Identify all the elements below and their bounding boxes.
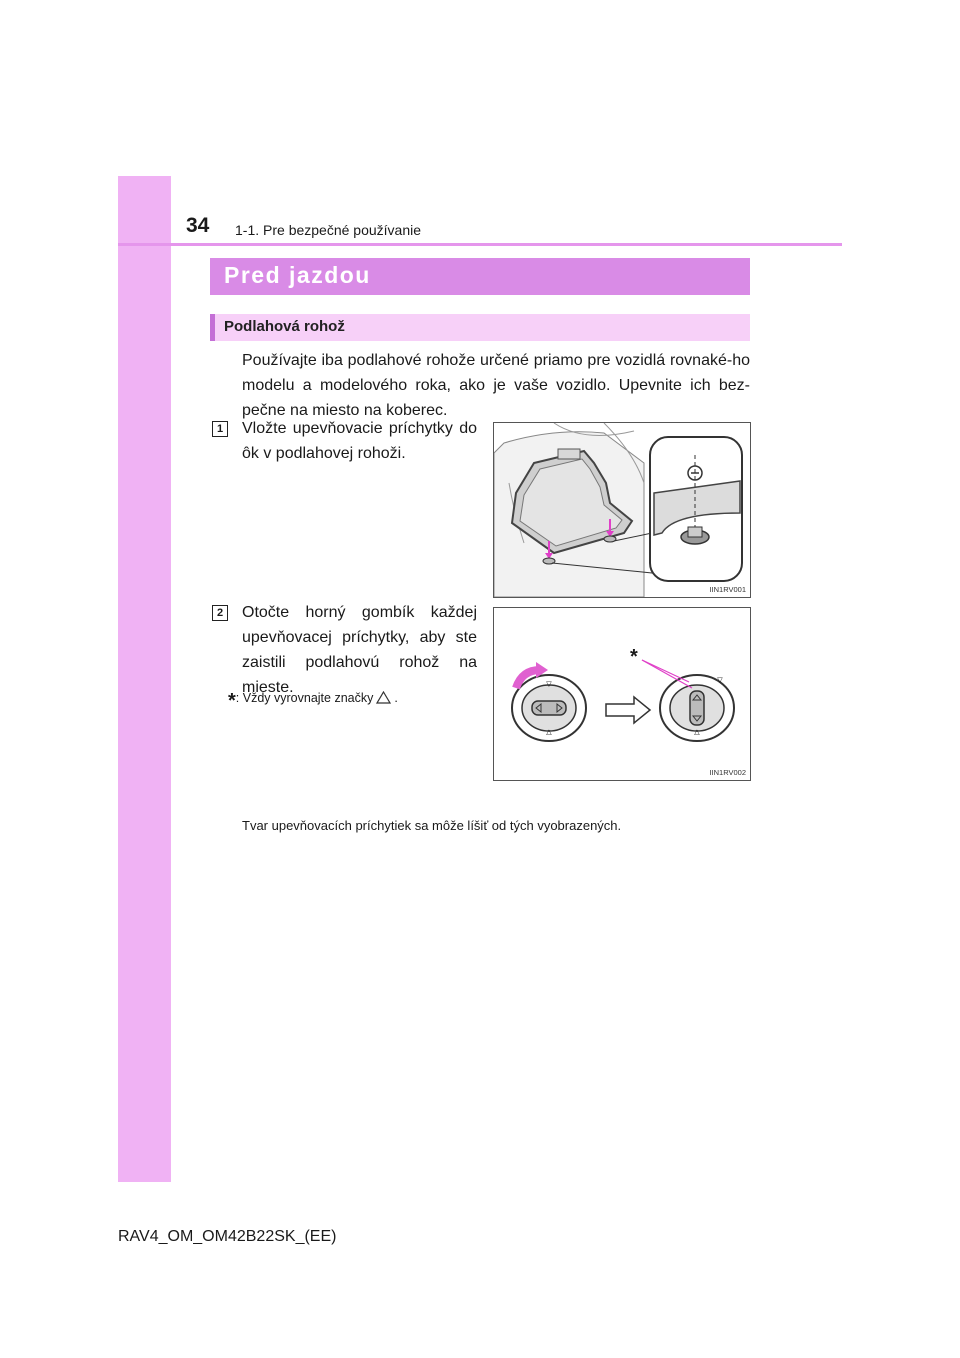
svg-text:▽: ▽ (546, 680, 552, 688)
header-rule (118, 243, 842, 246)
intro-paragraph: Používajte iba podlahové rohože určené priamo pre vozidlá rovnaké-ho modelu a modelového roka, ako je vaše vozidlo. Upevnite ich bez-pečne na miesto na koberec. (242, 352, 750, 419)
note-text: : Vždy vyrovnajte značky (235, 691, 374, 705)
figure-floor-mat (493, 422, 751, 598)
figure-caption: Tvar upevňovacích príchytiek sa môže líšiť od tých vyobrazených. (242, 818, 622, 833)
section-subtitle: Podlahová rohož (224, 318, 345, 335)
side-tab-bar (118, 176, 171, 1182)
note-align-marks (228, 690, 398, 713)
subtitle-bar (210, 314, 750, 341)
step-2-badge: 2 (212, 605, 228, 621)
note-marker: * (228, 690, 236, 712)
step-2-text: Otočte horný gombík každej upevňovacej príchytky, aby ste zaistili podlahovú rohož na mieste. (242, 604, 477, 696)
svg-text:△: △ (546, 728, 552, 736)
triangle-mark-icon (376, 691, 391, 704)
page-number: 34 (186, 214, 210, 237)
figure-2-star-label: * (630, 646, 638, 668)
page-title: Pred jazdou (224, 262, 371, 288)
svg-text:▽: ▽ (717, 676, 723, 684)
svg-text:△: △ (694, 728, 700, 736)
note-suffix: . (394, 691, 398, 705)
floor-mat-illustration (494, 423, 750, 597)
step-1-text: Vložte upevňovacie príchytky do ôk v podlahovej rohoži. (242, 420, 477, 462)
title-bar (210, 258, 750, 295)
clip-rotation-illustration (494, 608, 750, 780)
figure-clip-rotation (493, 607, 751, 781)
subtitle-accent (210, 314, 215, 341)
step-1-badge: 1 (212, 421, 228, 437)
figure-2-code: IIN1RV002 (709, 768, 746, 777)
figure-1-code: IIN1RV001 (709, 585, 746, 594)
document-code: RAV4_OM_OM42B22SK_(EE) (118, 1228, 337, 1245)
section-header: 1-1. Pre bezpečné používanie (235, 222, 422, 238)
